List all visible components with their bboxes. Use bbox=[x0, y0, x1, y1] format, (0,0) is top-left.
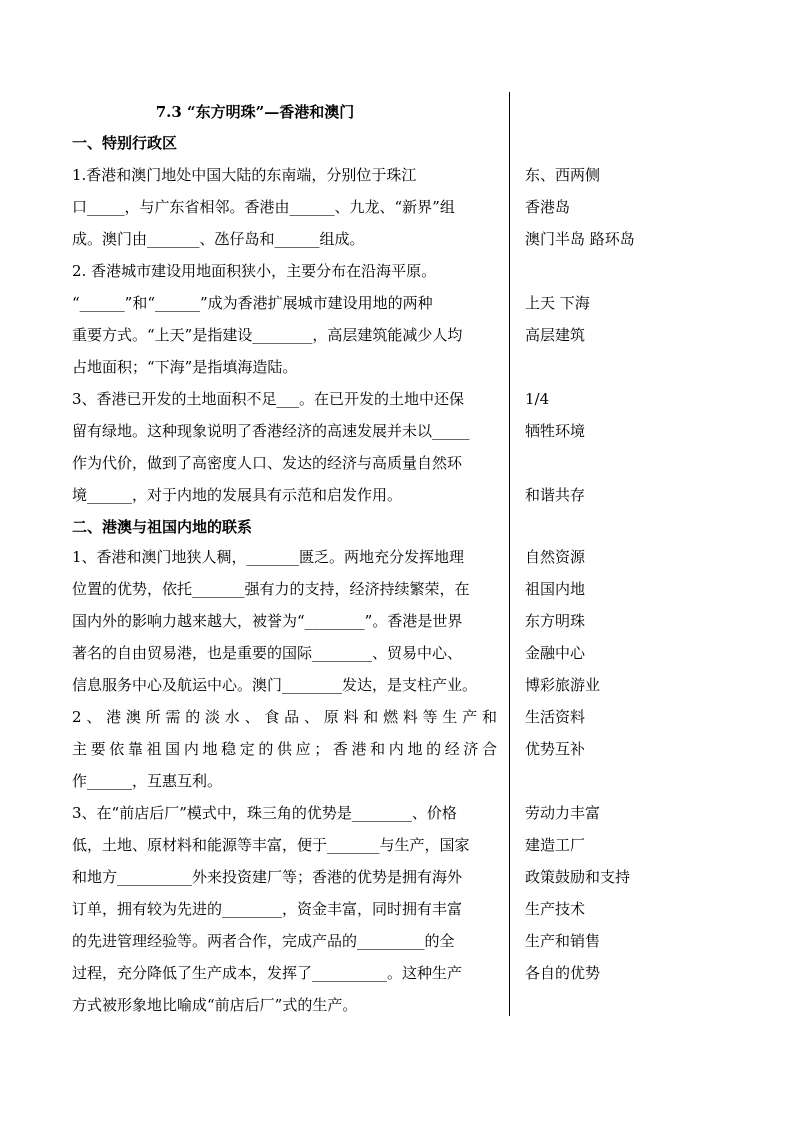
answer-text: 生活资料 bbox=[525, 708, 586, 726]
answer-text: 上天 下海 bbox=[525, 294, 590, 312]
answer-text: 生产技术 bbox=[525, 900, 586, 918]
answer-text: 金融中心 bbox=[525, 644, 586, 662]
question-line: 口_____，与广东省相邻。香港由______、九龙、“新界”组 bbox=[72, 198, 455, 216]
question-line: 位置的优势，依托_______强有力的支持，经济持续繁荣，在 bbox=[72, 580, 470, 598]
question-line: 过程，充分降低了生产成本，发挥了__________。这种生产 bbox=[72, 964, 463, 982]
question-line: 的先进管理经验等。两者合作，完成产品的_________的全 bbox=[72, 932, 455, 950]
answer-text: 牺牲环境 bbox=[525, 422, 586, 440]
answer-text: 生产和销售 bbox=[525, 932, 601, 950]
answer-text: 政策鼓励和支持 bbox=[525, 868, 631, 886]
answer-text: 自然资源 bbox=[525, 548, 586, 566]
question-line: 方式被形象地比喻成“前店后厂”式的生产。 bbox=[72, 996, 358, 1014]
question-line: 占地面积；“下海”是指填海造陆。 bbox=[72, 358, 298, 376]
page-title: 7.3 “东方明珠”—香港和澳门 bbox=[155, 103, 355, 121]
answer-text: 优势互补 bbox=[525, 740, 586, 758]
question-line: 低，土地、原材料和能源等丰富，便于_______与生产，国家 bbox=[72, 836, 470, 854]
section-heading: 二、港澳与祖国内地的联系 bbox=[72, 518, 253, 536]
answer-text: 祖国内地 bbox=[525, 580, 586, 598]
column-divider bbox=[509, 92, 510, 1016]
question-line: 3、香港已开发的土地面积不足___。在已开发的土地中还保 bbox=[72, 390, 465, 408]
answer-text: 1/4 bbox=[525, 390, 550, 408]
question-line: 信息服务中心及航运中心。澳门________发达，是支柱产业。 bbox=[72, 676, 478, 694]
question-line: 3、在“前店后厂”模式中，珠三角的优势是________、价格 bbox=[72, 804, 457, 822]
question-line: 留有绿地。这种现象说明了香港经济的高速发展并未以_____ bbox=[72, 422, 470, 440]
answer-text: 各自的优势 bbox=[525, 964, 601, 982]
question-line: 境______，对于内地的发展具有示范和启发作用。 bbox=[72, 486, 403, 504]
answer-text: 高层建筑 bbox=[525, 326, 586, 344]
question-line: 2、港澳所需的淡水、食品、原料和燃料等生产和 bbox=[72, 708, 497, 726]
question-line: 成。澳门由_______、氹仔岛和______组成。 bbox=[72, 230, 365, 248]
question-line: 著名的自由贸易港，也是重要的国际________、贸易中心、 bbox=[72, 644, 463, 662]
question-line: 国内外的影响力越来越大，被誉为“________”。香港是世界 bbox=[72, 612, 463, 630]
answer-text: 东方明珠 bbox=[525, 612, 586, 630]
question-line: 1.香港和澳门地处中国大陆的东南端，分别位于珠江 bbox=[72, 166, 417, 184]
answer-text: 和谐共存 bbox=[525, 486, 586, 504]
question-line: 1、香港和澳门地狭人稠，_______匮乏。两地充分发挥地理 bbox=[72, 548, 465, 566]
question-line: 和地方__________外来投资建厂等；香港的优势是拥有海外 bbox=[72, 868, 463, 886]
question-line: 重要方式。“上天”是指建设________，高层建筑能减少人均 bbox=[72, 326, 463, 344]
question-line: 2. 香港城市建设用地面积狭小，主要分布在沿海平原。 bbox=[72, 262, 437, 280]
question-line: 订单，拥有较为先进的________，资金丰富，同时拥有丰富 bbox=[72, 900, 463, 918]
answer-text: 东、西两侧 bbox=[525, 166, 601, 184]
answer-text: 博彩旅游业 bbox=[525, 676, 601, 694]
answer-text: 澳门半岛 路环岛 bbox=[525, 230, 635, 248]
answer-text: 劳动力丰富 bbox=[525, 804, 601, 822]
question-line: 作______，互惠互利。 bbox=[72, 772, 223, 790]
answer-text: 香港岛 bbox=[525, 198, 571, 216]
answer-text: 建造工厂 bbox=[525, 836, 586, 854]
question-line: 主要依靠祖国内地稳定的供应；香港和内地的经济合 bbox=[72, 740, 497, 758]
section-heading: 一、特别行政区 bbox=[72, 134, 178, 152]
question-line: 作为代价，做到了高密度人口、发达的经济与高质量自然环 bbox=[72, 454, 463, 472]
question-line: “______”和“______”成为香港扩展城市建设用地的两种 bbox=[72, 294, 433, 312]
